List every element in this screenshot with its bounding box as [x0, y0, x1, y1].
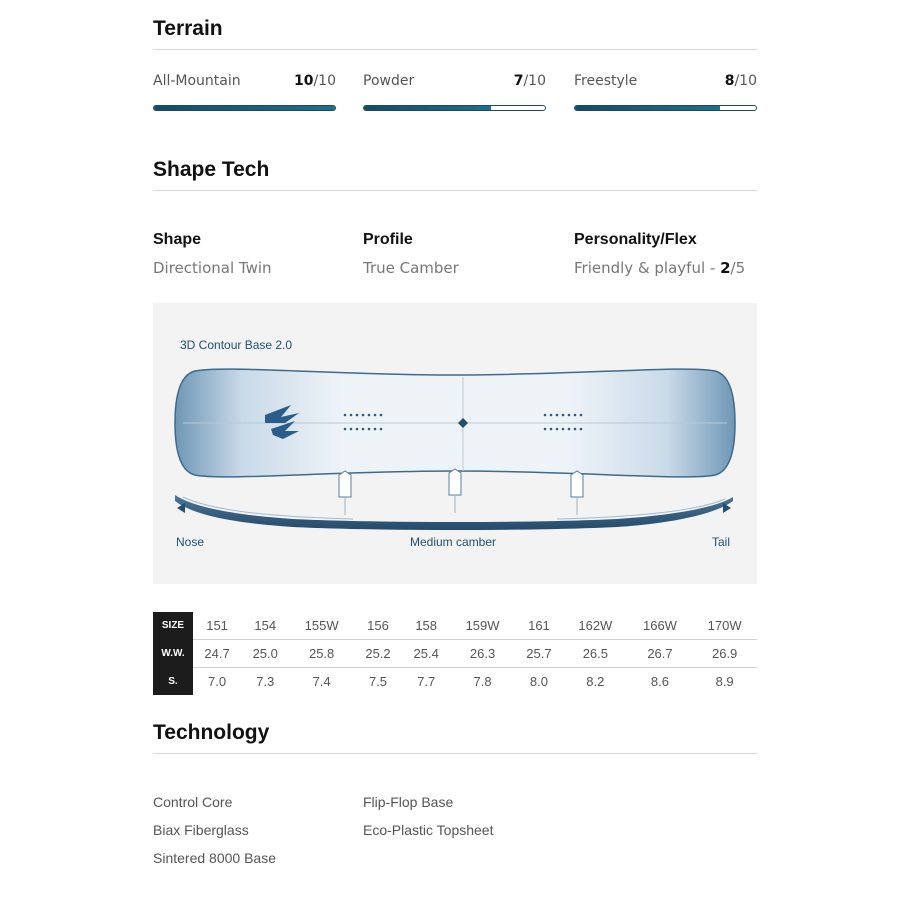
terrain-label: All-Mountain — [153, 73, 241, 89]
terrain-bar-fill — [154, 106, 335, 110]
table-cell: 25.4 — [402, 640, 450, 668]
table-cell: 161 — [515, 612, 563, 640]
row-header: SIZE — [153, 612, 193, 640]
table-cell: 24.7 — [193, 640, 241, 668]
terrain-bar — [363, 105, 546, 111]
table-row — [153, 612, 757, 640]
shape-tech-heading: Shape Tech — [153, 158, 270, 181]
terrain-score — [574, 73, 757, 89]
tail-label: Tail — [712, 535, 731, 549]
board-profile-side — [175, 495, 733, 530]
table-cell: 25.0 — [241, 640, 289, 668]
terrain-score — [153, 73, 336, 89]
terrain-score-value: 8 — [724, 73, 735, 89]
camber-label: Medium camber — [410, 535, 497, 549]
table-cell: 26.9 — [692, 640, 757, 668]
table-row — [153, 668, 757, 696]
terrain-bar — [574, 105, 757, 111]
personality-text: Friendly & playful - — [574, 259, 721, 277]
profile-heading: Profile — [363, 231, 413, 248]
table-cell: 166W — [628, 612, 693, 640]
tag-stems — [345, 495, 577, 515]
table-cell: 8.2 — [586, 674, 605, 689]
table-cell: 158 — [402, 612, 450, 640]
size-table — [153, 612, 757, 695]
shape-value: Directional Twin — [153, 259, 272, 277]
table-cell: 25.7 — [515, 640, 563, 668]
terrain-bar-fill — [575, 106, 720, 110]
nose-label: Nose — [176, 535, 205, 549]
table-cell: 26.7 — [628, 640, 693, 668]
table-cell: 8.6 — [650, 674, 669, 689]
terrain-score-max: /10 — [734, 73, 757, 89]
terrain-bar-fill — [364, 106, 491, 110]
table-cell: 8.9 — [715, 674, 734, 689]
table-cell: 7.5 — [368, 674, 388, 689]
terrain-label: Freestyle — [574, 73, 638, 89]
personality-flex-heading: Personality/Flex — [574, 231, 697, 248]
base-tech-label: 3D Contour Base 2.0 — [180, 338, 293, 352]
table-cell: 156 — [354, 612, 402, 640]
table-cell: 7.7 — [417, 674, 436, 689]
terrain-divider — [153, 49, 757, 50]
terrain-label: Powder — [363, 73, 415, 89]
table-cell: 25.8 — [289, 640, 354, 668]
technology-divider — [153, 753, 757, 754]
shape-heading: Shape — [153, 231, 202, 248]
table-cell: 7.8 — [473, 674, 492, 689]
terrain-score-max: /10 — [313, 73, 336, 89]
personality-flex-value — [574, 259, 745, 277]
row-header: W.W. — [153, 640, 193, 668]
tech-item: Control Core — [153, 794, 233, 810]
tech-item: Flip-Flop Base — [363, 794, 454, 810]
technology-heading: Technology — [153, 721, 270, 744]
profile-value: True Camber — [363, 259, 459, 277]
terrain-score-value: 10 — [293, 73, 314, 89]
row-header: S. — [153, 668, 193, 696]
table-cell: 26.3 — [450, 640, 515, 668]
table-cell: 7.3 — [256, 674, 275, 689]
table-cell: 7.4 — [312, 674, 331, 689]
table-cell: 7.0 — [208, 674, 227, 689]
flex-max: /5 — [730, 259, 746, 277]
tech-item: Sintered 8000 Base — [153, 850, 276, 866]
tech-item: Biax Fiberglass — [153, 822, 249, 838]
terrain-heading: Terrain — [153, 17, 223, 40]
table-cell: 162W — [563, 612, 628, 640]
flex-score: 2 — [720, 259, 731, 277]
shape-tech-divider — [153, 190, 757, 191]
board-diagram — [153, 303, 757, 584]
tech-item: Eco-Plastic Topsheet — [363, 822, 494, 838]
table-cell: 159W — [450, 612, 515, 640]
table-cell: 154 — [241, 612, 289, 640]
terrain-score-max: /10 — [523, 73, 546, 89]
table-cell: 26.5 — [563, 640, 628, 668]
terrain-score-value: 7 — [513, 73, 524, 89]
table-cell: 8.0 — [529, 674, 548, 689]
table-row — [153, 640, 757, 668]
table-cell: 170W — [692, 612, 757, 640]
table-cell: 151 — [193, 612, 241, 640]
terrain-bar — [153, 105, 336, 111]
terrain-score — [363, 73, 546, 89]
table-cell: 155W — [289, 612, 354, 640]
table-cell: 25.2 — [354, 640, 402, 668]
